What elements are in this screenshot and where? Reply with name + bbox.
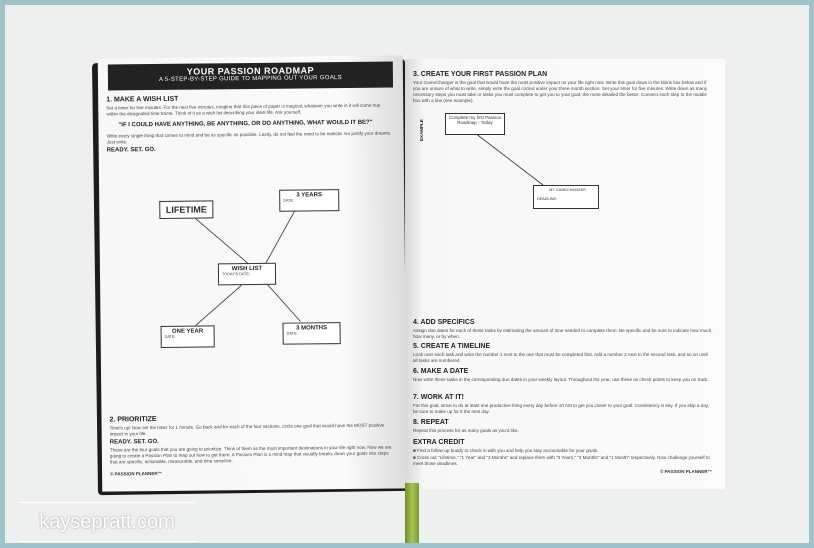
step4-heading: 4. ADD SPECIFICS [413, 319, 475, 326]
left-page [98, 55, 408, 491]
step1-text: Set a timer for five minutes. For the next five minutes, imagine that this piece of paper is magical; whatever you write in it will come true within the designated time frame. Think of it as a wish list describing your ideal life. Ask yourself, [106, 102, 381, 117]
gamechanger-label: MY GAMECHANGER [549, 188, 586, 192]
step6-heading: 6. MAKE A DATE [413, 368, 469, 375]
step8-text: Repeat this process for as many goals as you'd like. [413, 428, 519, 433]
step2-text: Time's up! Now set the timer for 1 minute. Go back and for each of the four sections, circle one goal that would have the MOST positive impact in your life. [109, 422, 385, 437]
three-months-box [283, 322, 341, 345]
right-page [405, 59, 725, 489]
lifetime-label: LIFETIME [165, 204, 207, 215]
example-label: EXAMPLE [419, 119, 424, 141]
step3-heading: 3. CREATE YOUR FIRST PASSION PLAN [413, 71, 548, 78]
one-year-box [161, 325, 215, 348]
step3-text: Your GameChanger is the goal that would have the most positive impact on your life right now. Write this goal down in the blank box below and if you are unsure of what to write, simply write the goal circled under your three month section. Set your timer for five minutes. Write down as many necessary steps you must take or tasks you must complete to get you to your goal; the more detailed the better. Connect each step to the middle box with a line (see example). [413, 80, 708, 103]
step2-ready: READY. SET. GO. [109, 438, 159, 446]
step2-heading: 2. PRIORITIZE [109, 416, 157, 424]
lifetime-box [159, 200, 213, 219]
three-months-date: DATE: [286, 331, 298, 336]
page-subtitle: A 5-STEP-BY-STEP GUIDE TO MAPPING OUT YOUR GOALS [158, 75, 342, 83]
step4-text: Assign due dates for each of these tasks by estimating the amount of time needed to complete them. Be specific and be sure to indicate how much, how many, or by when. [413, 328, 713, 339]
step5-text: Look over each task and write the number 1 next to the one that must be completed first. Add a number 2 next to the second task, and so on until all tasks are numbered. [413, 352, 708, 363]
left-footer: © PASSION PLANNER™ [110, 470, 163, 477]
one-year-date: DATE: [164, 334, 176, 339]
example-box [445, 113, 505, 135]
step8-heading: 8. REPEAT [413, 419, 449, 426]
step1-text2: Write every single thing that comes to mind and be as specific as possible. Lastly, do not feel the need to be realistic nor justify your dreams. Just write. [106, 130, 392, 145]
step1-heading: 1. MAKE A WISH LIST [106, 95, 179, 104]
one-year-label: ONE YEAR [171, 328, 204, 335]
wish-list-label: WISH LIST [231, 265, 263, 273]
step7-heading: 7. WORK AT IT! [413, 394, 464, 401]
watermark: kaysepratt.com [19, 502, 195, 542]
step7-text: For this goal, strive to do at least one productive thing every day before 10 AM to get you closer to your goal. Consistency is key. If you skip a day, be sure to make up for it the next day. [413, 403, 710, 414]
three-months-label: 3 MONTHS [296, 325, 328, 332]
step1-question: "IF I COULD HAVE ANYTHING, BE ANYTHING, OR DO ANYTHING, WHAT WOULD IT BE?" [118, 119, 373, 129]
extra-credit-heading: EXTRA CREDIT [413, 439, 465, 446]
three-years-label: 3 YEARS [296, 192, 322, 199]
gamechanger-deadline: DEADLINE: [537, 197, 558, 201]
step5-heading: 5. CREATE A TIMELINE [413, 343, 491, 350]
three-years-date: DATE: [283, 198, 295, 203]
step6-text: Now write these tasks in the corresponding due dates in your weekly layout. Throughout the year, use these as check points to keep you on track. [413, 377, 709, 382]
wish-list-date: TODAY'S DATE: [221, 272, 250, 277]
three-years-box [279, 189, 339, 212]
bookmark-ribbon [405, 483, 419, 548]
step2-text2: These are the four goals that you are going to prioritize. Think of them as the most important destinations in your life right now. Now we are going to create a Passion Plan to map out how to get there. A Passion Plan is a mind map that visually breaks down your goals into steps that are specific, actionable, measurable, and time sensitive. [109, 444, 392, 465]
extra-credit-item-2: ■ Cross out "Lifetime," "1 Year" and "3 Months" and replace them with "3 Years," "3 Months" and "1 Month" respectively. Now challenge yourself to meet those deadlines. [413, 455, 710, 466]
extra-credit-item-1: ■ Find a follow-up buddy to check in with you and help you stay accountable for your goals. [413, 448, 599, 453]
page-title: YOUR PASSION ROADMAP [186, 65, 315, 77]
step1-ready: READY. SET. GO. [106, 147, 156, 154]
wish-list-box [218, 263, 276, 286]
right-footer: © PASSION PLANNER™ [660, 469, 712, 474]
gamechanger-box [533, 185, 599, 209]
example-box-text: Complete my first Passion Roadmap - Today [448, 115, 502, 125]
